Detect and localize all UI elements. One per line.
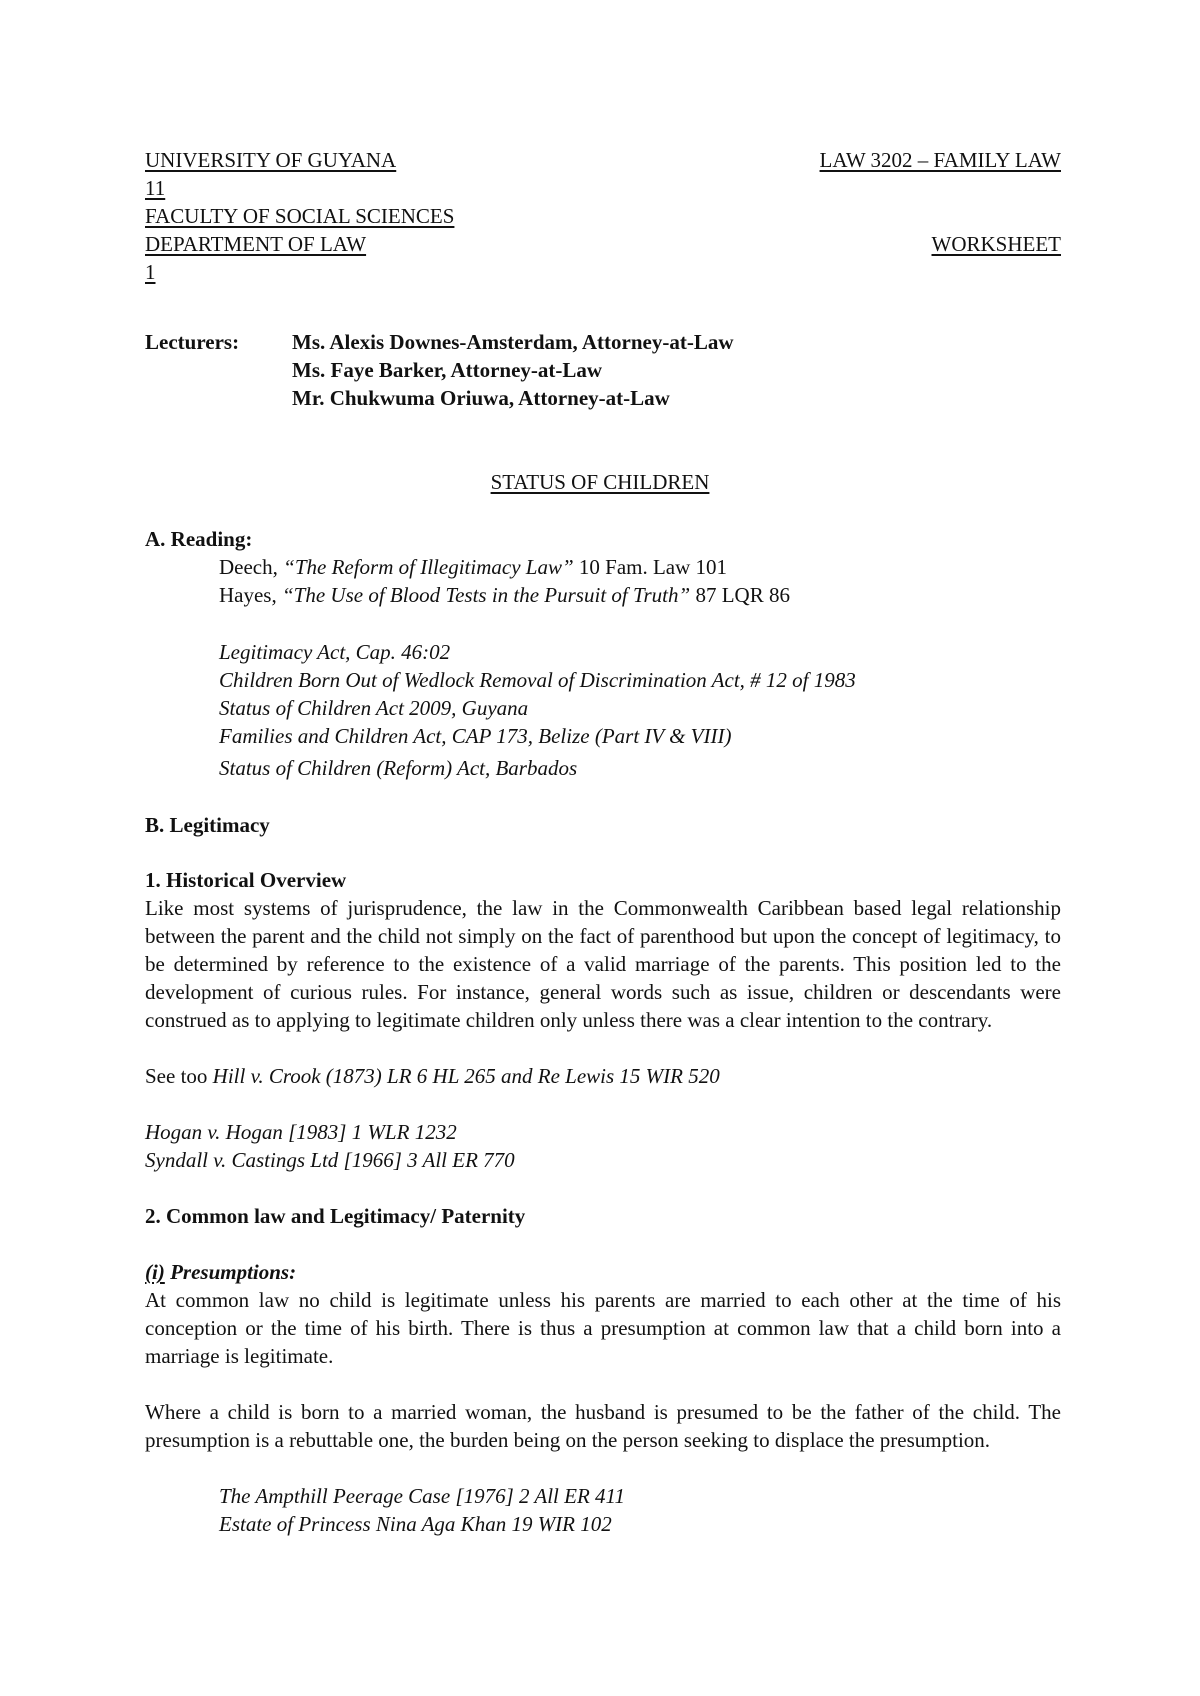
statutes-list — [219, 638, 856, 782]
presumptions-title: Presumptions: — [164, 1260, 297, 1284]
lecturer-name: Ms. Alexis Downes-Amsterdam, Attorney-at-Law — [292, 330, 734, 354]
statute-item: Status of Children (Reform) Act, Barbados — [219, 756, 578, 780]
see-too-cases: Hill v. Crook (1873) LR 6 HL 265 and Re Lewis 15 WIR 520 — [212, 1064, 720, 1088]
case-citation: Estate of Princess Nina Aga Khan 19 WIR 102 — [219, 1512, 612, 1536]
case-citation: Hogan v. Hogan [1983] 1 WLR 1232 — [145, 1120, 457, 1144]
presumptions-heading — [145, 1258, 296, 1286]
reading-references — [219, 553, 790, 609]
statute-item: Legitimacy Act, Cap. 46:02 — [219, 640, 451, 664]
statute-item: Status of Children Act 2009, Guyana — [219, 696, 529, 720]
reading-reference — [219, 581, 790, 609]
statute-item: Families and Children Act, CAP 173, Belize (Part IV & VIII) — [219, 724, 732, 748]
worksheet-label: WORKSHEET — [931, 232, 1061, 256]
historical-cases — [145, 1118, 515, 1174]
presumptions-label: (i) — [145, 1260, 165, 1284]
worksheet-number: 1 — [145, 260, 156, 284]
document-title: STATUS OF CHILDREN — [490, 470, 710, 494]
department-name: DEPARTMENT OF LAW — [145, 232, 367, 256]
course-code: LAW 3202 – FAMILY LAW — [819, 148, 1061, 172]
reference-citation: 87 LQR 86 — [690, 583, 790, 607]
lecturer-name: Mr. Chukwuma Oriuwa, Attorney-at-Law — [292, 386, 670, 410]
paragraph-text: Where a child is born to a married woman, the husband is presumed to be the father of the child. The presumption is a rebuttable one, the burden being on the person seeking to displace the presumption. — [145, 1400, 1061, 1452]
statute-item: Children Born Out of Wedlock Removal of Discrimination Act, # 12 of 1983 — [219, 668, 856, 692]
reference-title: “The Use of Blood Tests in the Pursuit of Truth” — [281, 583, 691, 607]
lecturers-list — [292, 328, 734, 412]
presumption-cases — [219, 1482, 625, 1538]
legitimacy-heading: B. Legitimacy — [145, 813, 270, 837]
university-name: UNIVERSITY OF GUYANA — [145, 148, 397, 172]
reference-author: Hayes, — [219, 583, 282, 607]
paragraph-text: At common law no child is legitimate unless his parents are married to each other at the time of his conception or the time of his birth. There is thus a presumption at common law that a child born into a marriage is legitimate. — [145, 1288, 1061, 1368]
presumptions-paragraph-2 — [145, 1398, 1061, 1454]
reading-reference — [219, 553, 790, 581]
historical-overview-heading: 1. Historical Overview — [145, 868, 347, 892]
see-too-prefix: See too — [145, 1064, 213, 1088]
see-too-line — [145, 1062, 720, 1090]
reading-heading: A. Reading: — [145, 527, 253, 551]
case-citation: The Ampthill Peerage Case [1976] 2 All ER 411 — [219, 1484, 625, 1508]
common-law-heading: 2. Common law and Legitimacy/ Paternity — [145, 1204, 526, 1228]
reference-author: Deech, — [219, 555, 284, 579]
lecturer-name: Ms. Faye Barker, Attorney-at-Law — [292, 358, 603, 382]
historical-overview-paragraph — [145, 894, 1061, 1034]
case-citation: Syndall v. Castings Ltd [1966] 3 All ER 770 — [145, 1148, 515, 1172]
paragraph-text: Like most systems of jurisprudence, the law in the Commonwealth Caribbean based legal relationship between the parent and the child not simply on the fact of parenthood but upon the concept of legitimacy, to be determined by reference to the existence of a valid marriage of the parents. This position led to the development of curious rules. For instance, general words such as issue, children or descendants were construed as to applying to legitimate children only unless there was a clear intention to the contrary. — [145, 896, 1061, 1032]
lecturers-label: Lecturers: — [145, 330, 240, 354]
course-code-wrap: 11 — [145, 176, 166, 200]
presumptions-paragraph-1 — [145, 1286, 1061, 1370]
reference-title: “The Reform of Illegitimacy Law” — [283, 555, 574, 579]
reference-citation: 10 Fam. Law 101 — [573, 555, 728, 579]
faculty-name: FACULTY OF SOCIAL SCIENCES — [145, 204, 455, 228]
